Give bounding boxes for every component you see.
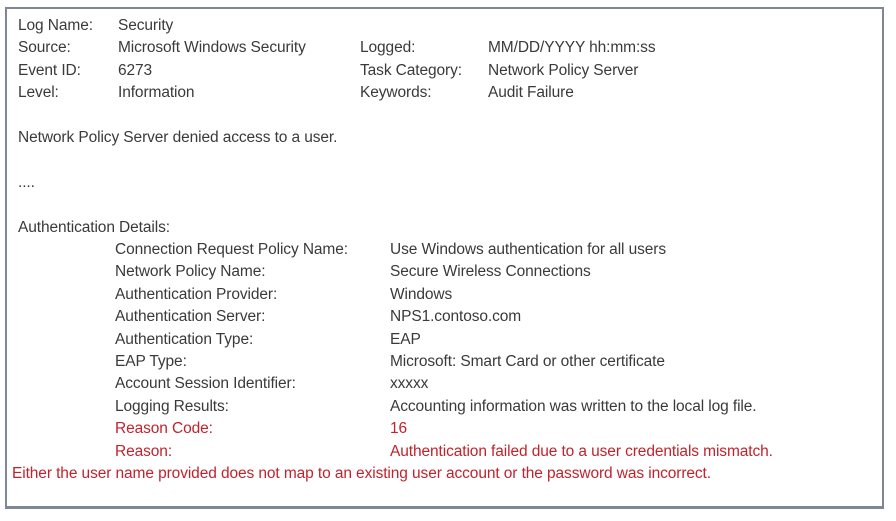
event-log-panel (5, 7, 884, 509)
log-name-label: Log Name: (18, 17, 93, 34)
empty-label (360, 15, 488, 37)
header-row-level (10, 82, 874, 104)
detail-label: Authentication Provider: (115, 285, 278, 303)
detail-label: Logging Results: (115, 397, 229, 415)
detail-label: Connection Request Policy Name: (115, 241, 348, 259)
logged-label: Logged: (360, 39, 416, 57)
event-id-label: Event ID: (18, 61, 81, 79)
event-description: Network Policy Server denied access to a user. (18, 129, 338, 147)
detail-value: NPS1.contoso.com (390, 308, 522, 326)
detail-value: Secure Wireless Connections (390, 263, 591, 281)
detail-row-authentication-type (10, 329, 874, 351)
detail-value: Microsoft: Smart Card or other certificate (390, 353, 665, 371)
detail-label: Authentication Type: (115, 330, 254, 348)
task-category-value: Network Policy Server (488, 61, 639, 79)
detail-label: Account Session Identifier: (115, 375, 296, 393)
detail-value: Authentication failed due to a user credentials mismatch. (390, 442, 773, 460)
detail-row-authentication-server (10, 306, 874, 328)
detail-label: Reason: (115, 442, 173, 460)
header-row-log-name (10, 15, 874, 37)
header-row-event-id (10, 60, 874, 82)
header-row-source (10, 37, 874, 59)
detail-value: Use Windows authentication for all users (390, 241, 666, 259)
detail-label: Reason Code: (115, 420, 213, 438)
detail-row-reason-code (10, 418, 874, 440)
ellipsis-line: .... (18, 173, 35, 191)
detail-label: EAP Type: (115, 353, 187, 371)
detail-label: Network Policy Name: (115, 263, 266, 281)
empty-value (488, 15, 874, 37)
keywords-label: Keywords: (360, 84, 432, 102)
auth-details-heading: Authentication Details: (18, 218, 170, 236)
level-label: Level: (18, 84, 59, 102)
event-id-value: 6273 (118, 61, 153, 79)
detail-label: Authentication Server: (115, 308, 266, 326)
detail-value: Windows (390, 285, 453, 303)
detail-value: EAP (390, 330, 421, 348)
detail-row-eap-type (10, 351, 874, 373)
detail-row-connection-request-policy (10, 239, 874, 261)
source-label: Source: (18, 39, 71, 57)
detail-value: Accounting information was written to the local log file. (390, 397, 757, 415)
detail-row-logging-results (10, 396, 874, 418)
detail-row-reason (10, 441, 874, 463)
detail-row-network-policy-name (10, 261, 874, 283)
spacer (10, 105, 874, 127)
spacer (10, 194, 874, 216)
reason-explanation-note: Either the user name provided does not map to an existing user account or the password was incorrect. (12, 465, 711, 483)
spacer (10, 149, 874, 171)
keywords-value: Audit Failure (488, 84, 574, 102)
task-category-label: Task Category: (360, 61, 462, 79)
level-value: Information (118, 84, 195, 102)
detail-value: 16 (390, 420, 408, 438)
detail-row-authentication-provider (10, 284, 874, 306)
log-name-value: Security (118, 17, 174, 34)
source-value: Microsoft Windows Security (118, 39, 306, 57)
detail-value: xxxxx (390, 375, 429, 393)
detail-row-account-session-identifier (10, 373, 874, 395)
logged-value: MM/DD/YYYY hh:mm:ss (488, 39, 656, 57)
